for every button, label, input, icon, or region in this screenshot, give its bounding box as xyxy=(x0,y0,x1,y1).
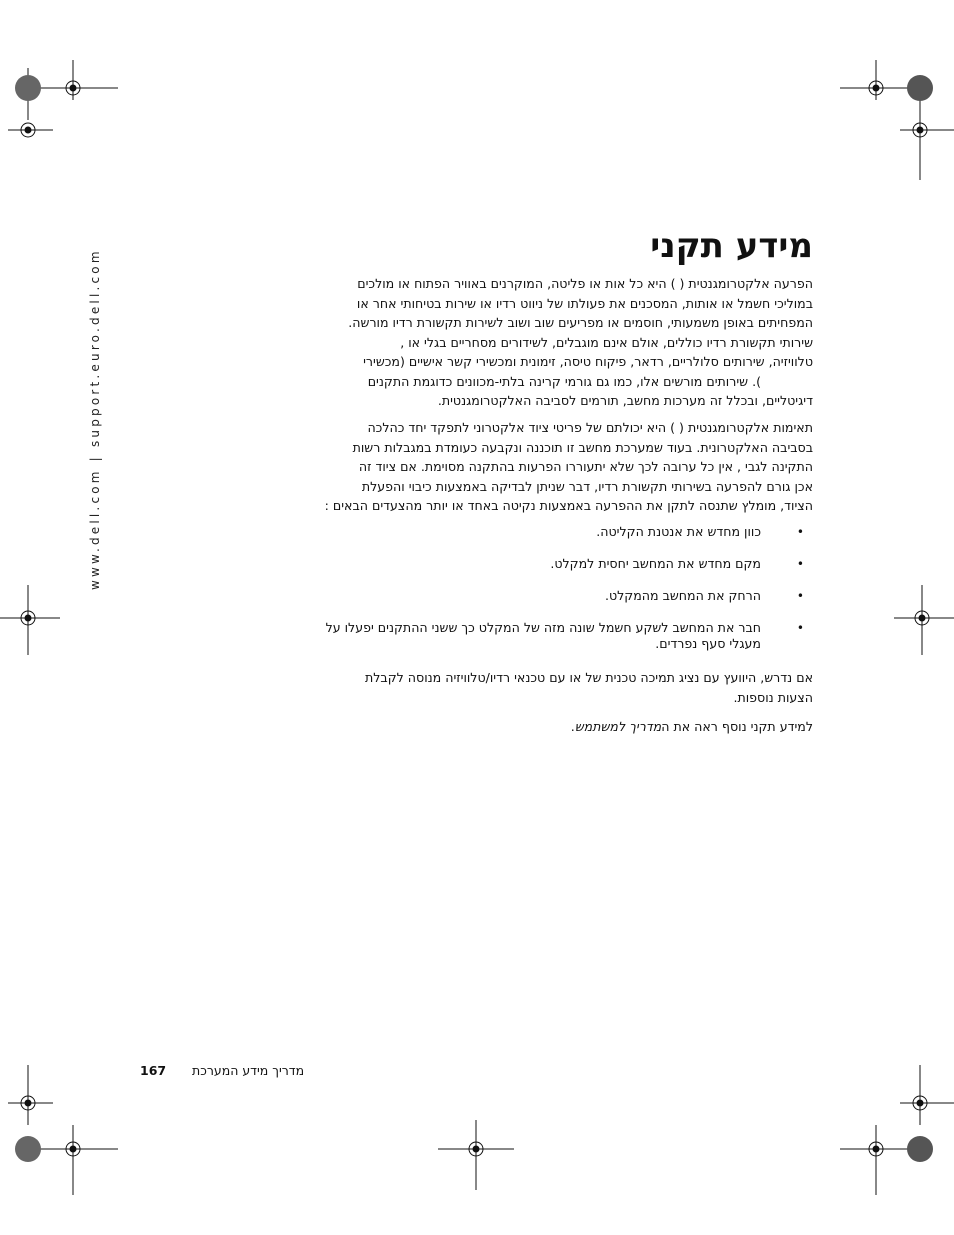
paragraph-line: המפחיתים באופן משמעותי, חוסמים או מפריעים שוב ושוב לשירות תקשורת רדיו מורשה. xyxy=(348,315,813,330)
registration-mark-bottom-right xyxy=(820,1065,954,1195)
paragraph-line: אכן גורם להפרעה בשירותי תקשורת רדיו, דבר שניתן לבדיקה באמצעות כיבוי והפעלת xyxy=(361,478,813,494)
paragraph-emc xyxy=(301,418,813,516)
page-title: מידע תקני xyxy=(650,226,813,266)
bullet-icon: • xyxy=(796,589,804,603)
page-number: 167 xyxy=(140,1063,167,1078)
paragraph-consult xyxy=(301,668,813,707)
list-item-text: חבר את המחשב לשקע חשמל שונה מזה של המקלט כך ששני ההתקנים יפעלו על מעגלי סעף נפרדים. xyxy=(325,620,761,651)
list-item xyxy=(304,588,804,604)
paragraph-line: בסביבה האלקטרונית. בעוד שמערכת מחשב זו תוכננה ונקבעה כעומדת במגבלות רשות xyxy=(352,439,813,455)
user-guide-reference: מדריך למשתמש xyxy=(574,719,662,734)
paragraph-line: ). שירותים מורשים אלו, כמו גם גורמי קרינה בלתי-מכוונים כדוגמת התקנים xyxy=(367,373,761,389)
paragraph-emi xyxy=(301,274,813,411)
page-footer xyxy=(138,1063,338,1083)
paragraph-line: טלוויזיה, שירותים סלולריים, רדאר, פיקוח טיסה, זימונית ומכשירי קשר אישיים (מכשירי xyxy=(363,354,813,369)
paragraph-line: הפרעה אלקטרומגנטית ( ) היא כל אות או פליטה, המוקרנים באוויר הפתוח או מולכים xyxy=(357,276,813,291)
paragraph-line: שירותי תקשורת רדיו כוללים, אולם אינם מוגבלים, לשידורים מסחריים בגלי או , xyxy=(400,334,813,350)
paragraph-line: אם נדרש, היוועץ עם נציג תמיכה טכנית של או עם טכנאי רדיו/טלוויזיה מנוסה לקבלת xyxy=(364,670,813,685)
paragraph-line: במוליכי חשמל או אותות, המסכנים את פעולתו של ניווט רדיו או שירות בטיחותי אחר או xyxy=(356,295,813,311)
paragraph-line: דיגיטליים, ובכלל זה מערכות מחשב, תורמים לסביבה האלקטרומגנטית. xyxy=(437,393,813,408)
more-info-suffix: . xyxy=(570,719,575,734)
registration-mark-bottom-center xyxy=(430,1120,520,1190)
paragraph-more-info xyxy=(301,717,813,737)
more-info-prefix: למידע תקני נוסף ראה את ה xyxy=(661,719,813,734)
registration-mark-bottom-left xyxy=(8,1065,148,1195)
registration-mark-mid-right xyxy=(894,585,954,655)
bullet-icon: • xyxy=(796,525,804,539)
bullet-icon: • xyxy=(796,621,804,635)
footer-title: מדריך מידע המערכת xyxy=(192,1063,305,1078)
registration-mark-top-left xyxy=(8,60,148,180)
remedy-list xyxy=(304,524,804,668)
registration-mark-top-right xyxy=(820,60,954,180)
registration-mark-mid-left xyxy=(0,585,60,655)
paragraph-line: תאימות אלקטרומגנטית ( ) היא יכולתם של פריטי ציוד אלקטרוני לתפקד יחד כהלכה xyxy=(367,420,813,435)
side-url xyxy=(88,240,108,600)
bullet-icon: • xyxy=(796,557,804,571)
paragraph-line: התקינה לגבי , אין כל ערובה לכך שלא יתעוררו הפרעות בהתקנה מסוימת. אם ציוד זה xyxy=(358,459,813,474)
list-item xyxy=(304,620,804,652)
list-item xyxy=(304,524,804,540)
paragraph-line: הצעות נוספות. xyxy=(733,689,813,705)
side-url-text: www.dell.com | support.euro.dell.com xyxy=(88,248,102,590)
list-item-text: כוון מחדש את אנטנת הקליטה. xyxy=(596,524,761,539)
list-item-text: הרחק את המחשב מהמקלט. xyxy=(604,588,761,603)
list-item-text: מקם מחדש את המחשב יחסית למקלט. xyxy=(550,556,761,571)
paragraph-line: הציוד, מומלץ שתנסה לתקן את ההפרעה באמצעות נקיטה באחד או יותר מהצעדים הבאים : xyxy=(324,498,813,513)
list-item xyxy=(304,556,804,572)
